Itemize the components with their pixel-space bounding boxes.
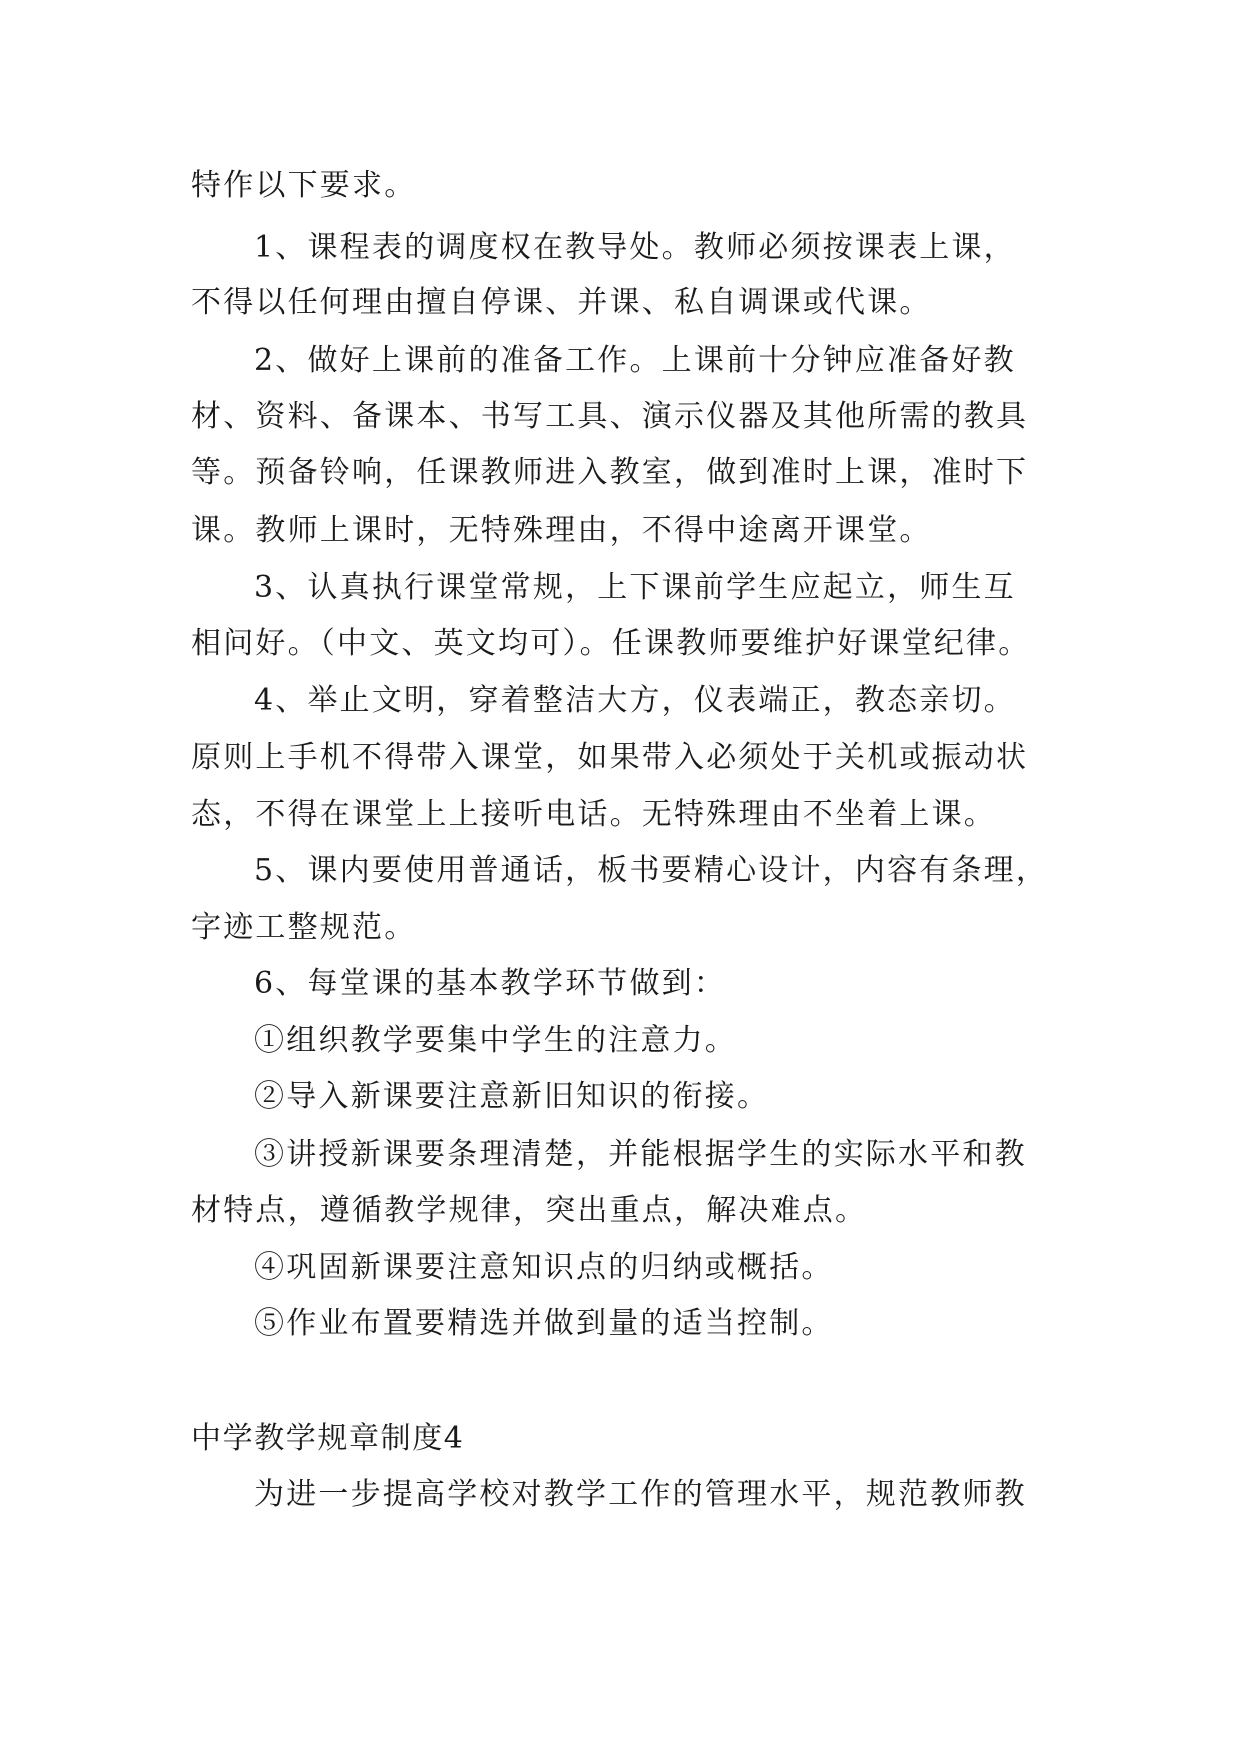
text-line: 相问好。（中文、英文均可）。任课教师要维护好课堂纪律。 bbox=[191, 626, 1031, 661]
text-line: 5、课内要使用普通话，板书要精心设计，内容有条理， bbox=[254, 853, 1049, 888]
text-line: ①组织教学要集中学生的注意力。 bbox=[254, 1023, 737, 1058]
text-line: ③讲授新课要条理清楚，并能根据学生的实际水平和教 bbox=[254, 1137, 1027, 1172]
text-line: 为进一步提高学校对教学工作的管理水平，规范教师教 bbox=[254, 1477, 1027, 1512]
section-heading: 中学教学规章制度4 bbox=[191, 1421, 465, 1456]
text-line: 课。教师上课时，无特殊理由，不得中途离开课堂。 bbox=[191, 513, 932, 548]
text-line: 不得以任何理由擅自停课、并课、私自调课或代课。 bbox=[191, 285, 932, 320]
text-line: 态，不得在课堂上上接听电话。无特殊理由不坐着上课。 bbox=[191, 797, 996, 832]
text-line: 4、举止文明，穿着整洁大方，仪表端正，教态亲切。 bbox=[254, 683, 1016, 718]
text-line: 等。预备铃响，任课教师进入教室，做到准时上课，准时下 bbox=[191, 455, 1029, 490]
text-line: 材、资料、备课本、书写工具、演示仪器及其他所需的教具 bbox=[191, 399, 1029, 434]
text-line: 原则上手机不得带入课堂，如果带入必须处于关机或振动状 bbox=[191, 740, 1029, 775]
text-line: 2、做好上课前的准备工作。上课前十分钟应准备好教 bbox=[254, 343, 1016, 378]
text-line: ④巩固新课要注意知识点的归纳或概括。 bbox=[254, 1250, 834, 1285]
text-line: 3、认真执行课堂常规，上下课前学生应起立，师生互 bbox=[254, 570, 1016, 605]
text-line: ②导入新课要注意新旧知识的衔接。 bbox=[254, 1079, 770, 1114]
text-line: 材特点，遵循教学规律，突出重点，解决难点。 bbox=[191, 1193, 868, 1228]
text-line: 6、每堂课的基本教学环节做到： bbox=[254, 966, 727, 1001]
text-line: 字迹工整规范。 bbox=[191, 910, 417, 945]
text-line: 特作以下要求。 bbox=[191, 168, 417, 203]
text-line: 1、课程表的调度权在教导处。教师必须按课表上课， bbox=[254, 230, 1016, 265]
text-line: ⑤作业布置要精选并做到量的适当控制。 bbox=[254, 1306, 834, 1341]
